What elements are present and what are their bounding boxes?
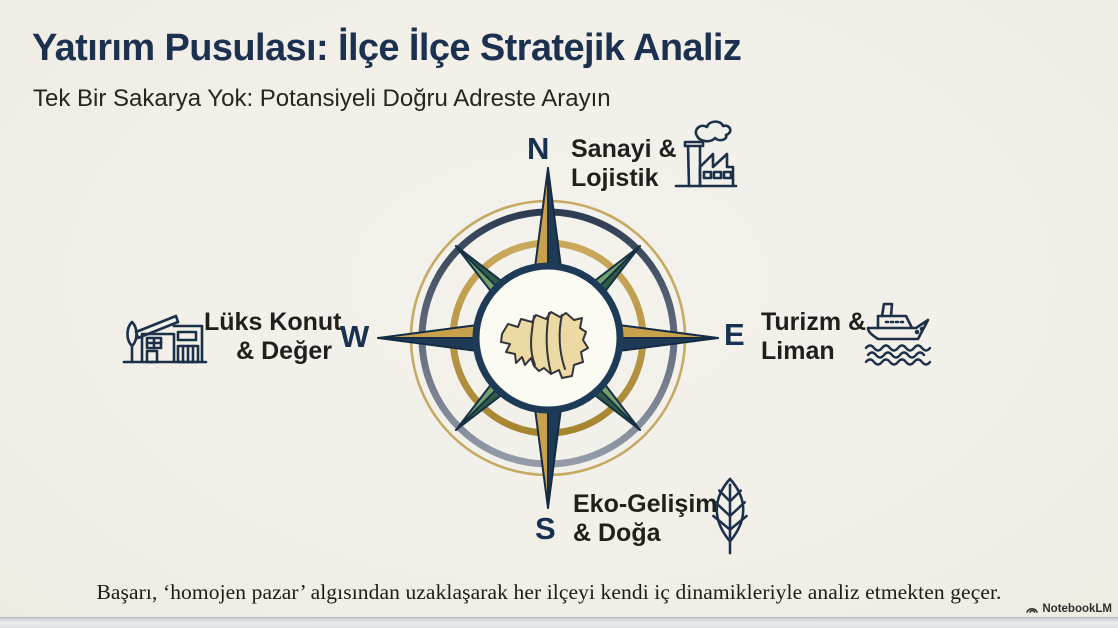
east-label-line2: Liman	[761, 337, 835, 365]
west-label-line1: Lüks Konut	[204, 308, 342, 336]
north-label-line1: Sanayi &	[571, 135, 677, 163]
watermark	[1025, 602, 1112, 615]
factory-icon	[672, 120, 740, 192]
west-label-line2: & Değer	[236, 337, 332, 365]
footer-quote: Başarı, ‘homojen pazar’ algısından uzaklaşarak her ilçeyi kendi iç dinamikleriyle analiz etmekten geçer.	[96, 580, 1002, 604]
ship-icon	[860, 296, 934, 366]
north-letter: N	[527, 131, 550, 166]
south-label-line1: Eko-Gelişim	[573, 490, 718, 518]
north-label-line2: Lojistik	[571, 164, 659, 192]
notebooklm-logo-icon	[1025, 602, 1039, 615]
house-icon	[122, 292, 208, 366]
south-label	[573, 490, 718, 548]
compass-rose	[348, 138, 748, 538]
west-letter: W	[340, 319, 370, 354]
page-subtitle: Tek Bir Sakarya Yok: Potansiyeli Doğru Adreste Arayın	[33, 85, 611, 112]
east-letter: E	[724, 317, 745, 352]
watermark-text: NotebookLM	[1042, 602, 1112, 615]
west-label	[204, 308, 342, 366]
east-label	[761, 308, 866, 366]
north-label	[571, 135, 677, 193]
compass-rose-graphic	[348, 138, 748, 538]
leaf-icon	[702, 475, 758, 557]
south-label-line2: & Doğa	[573, 519, 661, 547]
east-label-line1: Turizm &	[761, 308, 867, 336]
page-title: Yatırım Pusulası: İlçe İlçe Stratejik Analiz	[32, 27, 742, 69]
south-letter: S	[535, 511, 556, 546]
bottom-edge-strip	[0, 617, 1118, 628]
